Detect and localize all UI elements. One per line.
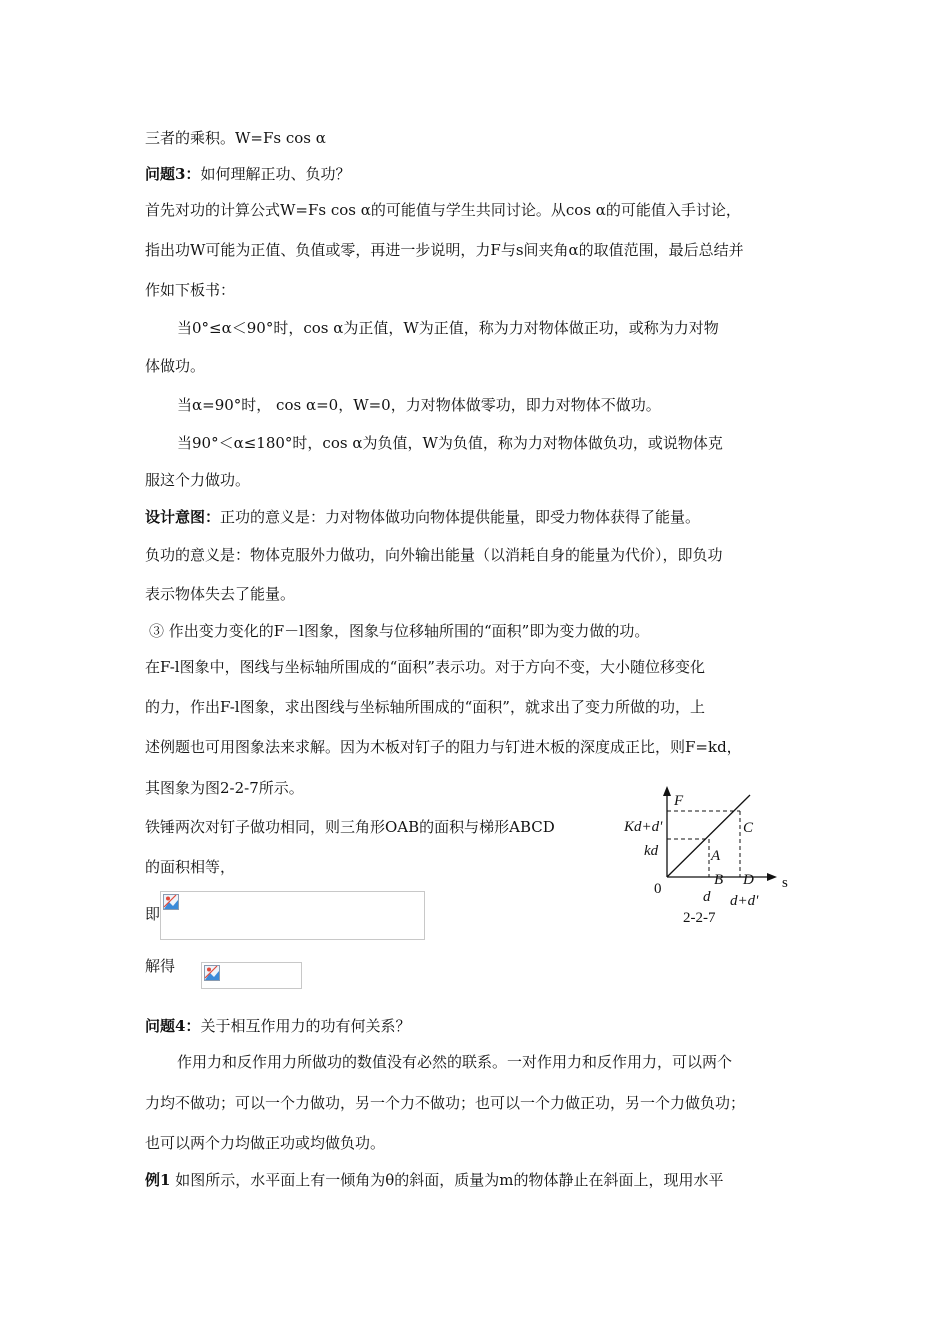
text-line: 的力，作出F-l图象，求出图线与坐标轴所围成的“面积”，就求出了变力所做的功，上 [145,698,705,716]
text-line: 作如下板书： [145,281,236,299]
text-line: 力均不做功；可以一个力做功，另一个力不做功；也可以一个力做正功，另一个力做负功； [145,1094,746,1112]
equation-image [201,962,302,989]
label-kd: kd [644,843,659,859]
question-text: 如何理解正功、负功？ [200,165,351,183]
text-line: 当90°＜α≤180°时，cos α为负值，W为负值，称为力对物体做负功，或说物体克 [177,434,723,452]
label-a: A [711,848,721,864]
example-1 [145,1170,723,1190]
figure-caption: 2-2-7 [683,910,716,926]
example-text: 如图所示，水平面上有一倾角为θ的斜面，质量为m的物体静止在斜面上，现用水平 [175,1171,724,1189]
label-s: s [782,875,788,891]
text-line: 当0°≤α＜90°时，cos α为正值，W为正值，称为力对物体做正功，或称为力对物 [177,319,719,337]
label-origin: 0 [654,881,662,897]
text-line: 解得 [145,957,176,975]
question-text: 关于相互作用力的功有何关系？ [200,1017,411,1035]
text-line: 其图象为图2-2-7所示。 [145,779,304,797]
equation-image [160,891,425,940]
broken-image-icon [204,965,220,981]
text-line: 也可以两个力均做正功或均做负功。 [145,1134,386,1152]
question-label: 问题4： [145,1017,201,1035]
example-label: 例1 [145,1171,171,1189]
question-3 [145,164,350,184]
f-axis-arrow [663,786,671,796]
text-line: 即 [145,905,161,923]
text-line: 表示物体失去了能量。 [145,585,296,603]
text-line: 首先对功的计算公式W=Fs cos α的可能值与学生共同讨论。从cos α的可能值入手讨论， [145,201,741,219]
text-line: 三者的乘积。W=Fs cos α [145,129,326,147]
text-line: 在F-l图象中，图线与坐标轴所围成的“面积”表示功。对于方向不变，大小随位移变化 [145,658,705,676]
label-c: C [743,820,754,836]
question-4 [145,1016,410,1036]
label-dist-ddp: d+d' [730,893,759,909]
text-line: 体做功。 [145,357,206,375]
text-line: 作用力和反作用力所做功的数值没有必然的联系。一对作用力和反作用力，可以两个 [177,1053,733,1071]
label-b: B [714,872,724,888]
label-kdd: Kd+d' [624,819,663,835]
text-line: 服这个力做功。 [145,471,251,489]
force-displacement-figure [610,785,800,930]
s-axis-arrow [767,873,777,881]
design-label: 设计意图： [145,508,221,526]
text-line: 指出功W可能为正值、负值或零，再进一步说明，力F与s间夹角α的取值范围，最后总结并 [145,241,744,259]
text-line: 的面积相等， [145,858,236,876]
label-dist-d: d [703,889,711,905]
design-text: 正功的意义是：力对物体做功向物体提供能量，即受力物体获得了能量。 [220,508,701,526]
broken-image-icon [163,894,179,910]
text-line: 当α=90°时， cos α=0，W=0，力对物体做零功，即力对物体不做功。 [177,396,661,414]
label-f: F [674,793,684,809]
text-line: 铁锤两次对钉子做功相同，则三角形OAB的面积与梯形ABCD [145,818,555,836]
design-intent [145,507,700,527]
text-line: 述例题也可用图象法来求解。因为木板对钉子的阻力与钉进木板的深度成正比，则F=kd， [145,738,742,756]
text-line: ③ 作出变力变化的F－l图象，图象与位移轴所围的“面积”即为变力做的功。 [149,622,650,640]
question-label: 问题3： [145,165,201,183]
label-d: D [743,872,754,888]
text-line: 负功的意义是：物体克服外力做功，向外输出能量（以消耗自身的能量为代价），即负功 [145,546,723,564]
